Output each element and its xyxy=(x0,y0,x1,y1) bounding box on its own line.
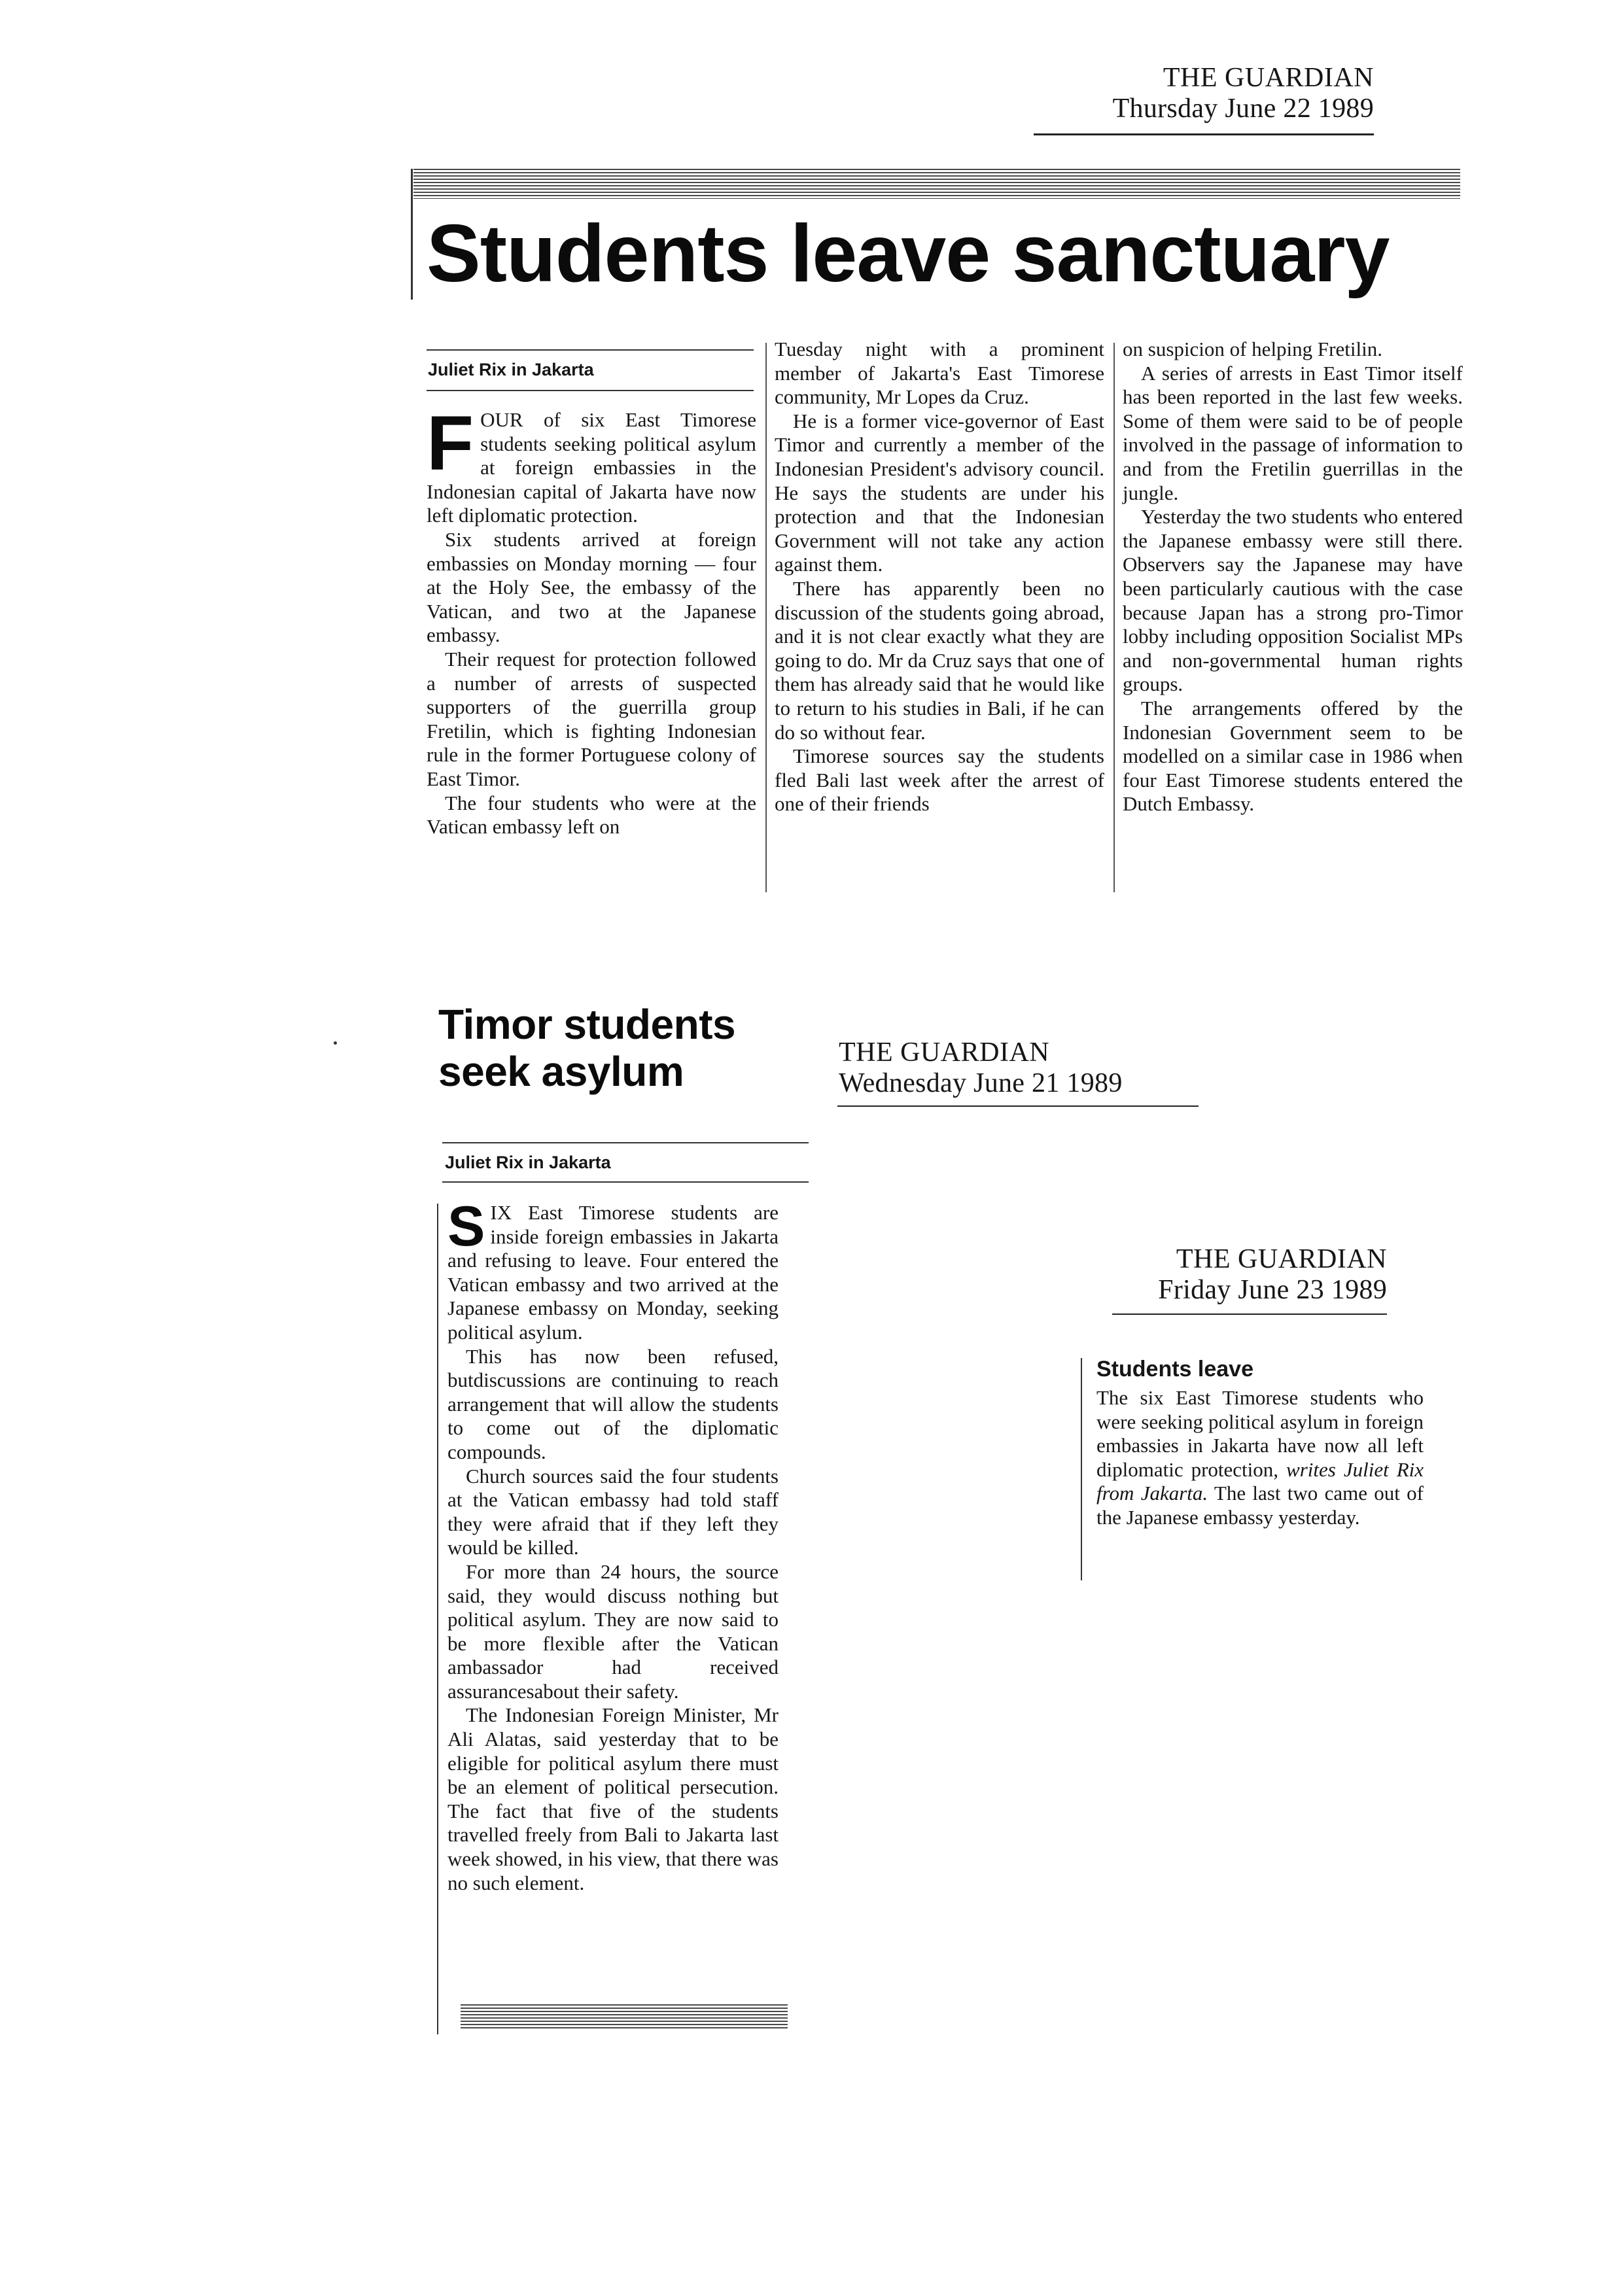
publication-date: Thursday June 22 1989 xyxy=(1112,94,1374,124)
paragraph: There has apparently been no discussion of the students going abroad, and it is not clear exactly what they are going to do. Mr da Cruz says that one of them has already said that he would like to return to his studies in Bali, if he can do so without fear. xyxy=(775,576,1104,744)
headline-line: seek asylum xyxy=(438,1048,684,1095)
publication-name: THE GUARDIAN xyxy=(1163,63,1374,93)
drop-cap-f: F xyxy=(427,400,474,487)
byline: Juliet Rix in Jakarta xyxy=(445,1153,611,1172)
brief-text: The six East Timorese students who were seeking political asylum in foreign embassies in Jakarta have now all left diplomatic protection, xyxy=(1096,1386,1424,1481)
paragraph: The arrangements offered by the Indonesian Government seem to be modelled on a similar case in 1986 when four East Timorese students entered the Dutch Embassy. xyxy=(1123,696,1463,816)
left-margin-rule xyxy=(411,169,413,300)
article-column-3 xyxy=(1123,338,1463,816)
scan-speck xyxy=(334,1041,337,1045)
brief-text: The last two came out of the Japanese embassy yesterday. xyxy=(1096,1482,1424,1529)
byline: Juliet Rix in Jakarta xyxy=(428,360,594,379)
publication-date: Friday June 23 1989 xyxy=(1158,1275,1387,1306)
article-column-2 xyxy=(775,338,1104,816)
masthead-underline xyxy=(1034,133,1374,135)
paragraph: OUR of six East Timorese students seeking political asylum at foreign embassies in the Indonesian capital of Jakarta have now left diplomatic protection. xyxy=(427,408,756,527)
column-separator xyxy=(1113,343,1115,892)
paragraph: Timorese sources say the students fled Bali last week after the arrest of one of their friends xyxy=(775,744,1104,816)
paragraph: IX East Timorese students are inside foreign embassies in Jakarta and refusing to leave. Four entered the Vatican embassy and two arrived at the Japanese embassy on Monday, seeking political asylum. xyxy=(447,1201,779,1344)
paragraph: He is a former vice-governor of East Timor and currently a member of the Indonesian President's advisory council. He says the students are under his protection and that the Indonesian Government will not take any action against them. xyxy=(775,409,1104,576)
headline-hatch-band xyxy=(413,169,1460,199)
paragraph: Their request for protection followed a number of arrests of suspected supporters of the guerrilla group Fretilin, which is fighting Indonesian rule in the former Portuguese colony of East Timor. xyxy=(427,647,756,790)
paragraph: Yesterday the two students who entered the Japanese embassy were still there. Observers say the Japanese may have been particularly cautious with the case because Japan has a strong pro-Timor lobby including opposition Socialist MPs and non-governmental human rights groups. xyxy=(1123,505,1463,696)
paragraph: This has now been refused, butdiscussions are continuing to reach arrangement that will allow the students to come out of the diplomatic compounds. xyxy=(447,1344,779,1463)
headline-line: Timor students xyxy=(438,1001,736,1048)
masthead-underline xyxy=(1112,1313,1387,1315)
brief-title: Students leave xyxy=(1096,1357,1253,1382)
left-margin-rule xyxy=(437,1204,438,2034)
byline-rule-bottom xyxy=(427,390,754,391)
byline-rule-top xyxy=(427,349,754,351)
paragraph: A series of arrests in East Timor itself has been reported in the last few weeks. Some of them were said to be of people involved in the passage of information to and from the Fretilin guerrillas in the jungle. xyxy=(1123,361,1463,504)
article-column-1 xyxy=(427,400,756,839)
publication-date: Wednesday June 21 1989 xyxy=(839,1068,1123,1099)
brief-body xyxy=(1096,1386,1424,1530)
left-margin-rule xyxy=(1081,1358,1082,1580)
headline-students-leave-sanctuary: Students leave sanctuary xyxy=(427,209,1390,299)
publication-name: THE GUARDIAN xyxy=(839,1037,1050,1068)
headline-timor-students-seek-asylum xyxy=(438,1001,735,1095)
brief-students-leave xyxy=(1096,1357,1424,1530)
brief-credit: writes Juliet Rix from Jakarta. xyxy=(1096,1457,1424,1505)
paragraph: The Indonesian Foreign Minister, Mr Ali Alatas, said yesterday that to be eligible for political asylum there must be an element of political persecution. The fact that five of the students travelled freely from Bali to Jakarta last week showed, in his view, that there was no such element. xyxy=(447,1703,779,1894)
masthead-june-22 xyxy=(981,63,1374,124)
masthead-underline xyxy=(837,1105,1199,1107)
masthead-june-21 xyxy=(839,1037,1205,1099)
paragraph: Tuesday night with a prominent member of Jakarta's East Timorese community, Mr Lopes da Cruz. xyxy=(775,338,1104,409)
paragraph: Six students arrived at foreign embassies on Monday morning — four at the Holy See, the embassy of the Vatican, and two at the Japanese embassy. xyxy=(427,527,756,647)
masthead-june-23 xyxy=(1021,1244,1387,1306)
byline-rule-top xyxy=(442,1142,809,1143)
footer-hatch-band xyxy=(461,2004,788,2030)
drop-cap-s: S xyxy=(447,1195,485,1258)
byline-rule-bottom xyxy=(442,1181,809,1183)
paragraph: The four students who were at the Vatican embassy left on xyxy=(427,791,756,839)
article-body-seek-asylum xyxy=(447,1195,779,1895)
paragraph: on suspicion of helping Fretilin. xyxy=(1123,338,1382,360)
publication-name: THE GUARDIAN xyxy=(1176,1244,1387,1274)
paragraph: Church sources said the four students at the Vatican embassy had told staff they were afraid that if they left they would be killed. xyxy=(447,1464,779,1559)
paragraph: For more than 24 hours, the source said, they would discuss nothing but political asylum. They are now said to be more flexible after the Vatican ambassador had received assurancesabout their safety. xyxy=(447,1559,779,1703)
column-separator xyxy=(765,343,767,892)
